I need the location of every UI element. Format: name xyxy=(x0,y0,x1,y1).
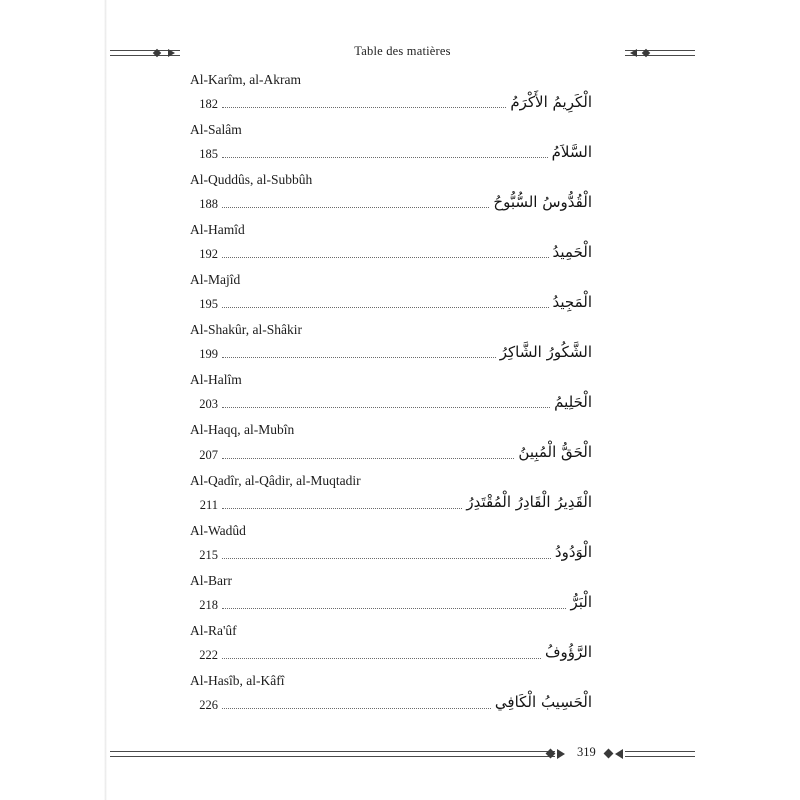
leader-dots xyxy=(222,457,514,459)
toc-entry-arabic: السَّلاَمُ xyxy=(551,142,592,161)
toc-entry-row xyxy=(190,191,610,214)
toc-entry-arabic: الْبَرُّ xyxy=(570,593,592,612)
toc-entry-title: Al-Shakûr, al-Shâkir xyxy=(190,322,302,338)
leader-dots xyxy=(222,707,491,709)
toc-entry-row xyxy=(190,241,610,264)
toc-page-number: 188 xyxy=(199,197,218,212)
toc-entry-title: Al-Hamîd xyxy=(190,222,245,238)
toc-entry-arabic: الْحَلِيمُ xyxy=(554,392,592,411)
toc-entry-row xyxy=(190,491,610,514)
leader-dots xyxy=(222,356,496,358)
leader-dots xyxy=(222,206,489,208)
leader-dots xyxy=(222,406,550,408)
toc-page-number: 222 xyxy=(199,647,218,662)
toc-entry-arabic: الْقَدِيرُ الْقَادِرُ الْمُقْتَدِرُ xyxy=(466,493,592,512)
toc-entry[interactable] xyxy=(190,270,610,313)
leader-dots xyxy=(222,557,551,559)
toc-entry-arabic: الْحَقُّ الْمُبِينُ xyxy=(518,443,592,461)
toc-entry-row xyxy=(190,441,610,464)
toc-entry[interactable] xyxy=(190,320,610,363)
toc-entry-row xyxy=(190,141,610,164)
toc-entry[interactable] xyxy=(190,170,610,213)
toc-page-number: 192 xyxy=(199,247,218,262)
toc-entry-arabic: الْمَجِيدُ xyxy=(552,292,592,311)
toc-entry-row xyxy=(190,641,610,664)
toc-page-number: 207 xyxy=(199,447,218,462)
triangle-left-icon xyxy=(615,749,623,759)
toc-entry[interactable] xyxy=(190,571,610,614)
toc-page-number: 195 xyxy=(199,297,218,312)
toc-page-number: 199 xyxy=(199,347,218,362)
leader-dots xyxy=(222,306,549,308)
toc-entry-title: Al-Halîm xyxy=(190,372,242,388)
header-ornament-right xyxy=(625,48,695,58)
toc-entry-arabic: الْقُدُّوسُ السُّبُّوحُ xyxy=(493,192,592,211)
toc-page-number: 185 xyxy=(199,147,218,162)
triangle-right-icon xyxy=(557,749,565,759)
toc-entry-title: Al-Majîd xyxy=(190,272,241,288)
book-spine-shadow xyxy=(104,0,107,800)
toc-entry-title: Al-Qadîr, al-Qâdir, al-Muqtadir xyxy=(190,472,361,488)
toc-page-number: 182 xyxy=(199,97,218,112)
toc-page-number: 203 xyxy=(199,397,218,412)
toc-entry[interactable] xyxy=(190,621,610,664)
toc-entry-arabic: الْحَمِيدُ xyxy=(552,242,592,261)
toc-entry-arabic: الْحَسِيبُ الْكَافِي xyxy=(494,693,592,712)
toc-entry-row xyxy=(190,691,610,714)
toc-entry[interactable] xyxy=(190,420,610,463)
toc-entry-title: Al-Karîm, al-Akram xyxy=(190,72,301,87)
toc-entry-title: Al-Hasîb, al-Kâfî xyxy=(190,672,285,688)
toc-entry-arabic: الشَّكُورُ الشَّاكِرُ xyxy=(499,342,592,361)
leader-dots xyxy=(222,657,541,659)
toc-entry-title: Al-Haqq, al-Mubîn xyxy=(190,422,295,438)
toc-entry-arabic: الْوَدُودُ xyxy=(554,543,592,562)
header-ornament-left xyxy=(110,48,180,58)
toc-page-number: 215 xyxy=(199,547,218,562)
toc-entry-title: Al-Salâm xyxy=(190,122,242,138)
toc-page-number: 226 xyxy=(199,697,218,712)
toc-entry-arabic: الْكَرِيمُ الأَكْرَمُ xyxy=(510,92,592,111)
toc-entry[interactable] xyxy=(190,471,610,514)
toc-entry-row xyxy=(190,391,610,414)
leader-dots xyxy=(222,256,549,258)
footer-ornament-left xyxy=(110,748,555,760)
leader-dots xyxy=(222,507,462,509)
toc-entry[interactable] xyxy=(190,370,610,413)
leader-dots xyxy=(222,607,566,609)
toc-entry[interactable] xyxy=(190,120,610,163)
triangle-left-icon xyxy=(630,49,637,57)
toc-entry-row xyxy=(190,541,610,564)
diamond-icon xyxy=(604,749,614,759)
leader-dots xyxy=(222,106,506,108)
toc-entry-arabic: الرَّؤُوفُ xyxy=(544,643,592,662)
toc-entry[interactable] xyxy=(190,70,610,113)
toc-entry-title: Al-Ra'ûf xyxy=(190,622,237,638)
toc-entry-row xyxy=(190,591,610,614)
toc-entry-title: Al-Barr xyxy=(190,572,232,588)
toc-entry-title: Al-Quddûs, al-Subbûh xyxy=(190,172,313,188)
page-header xyxy=(110,44,695,64)
toc-page-number: 211 xyxy=(199,497,218,512)
toc-entry-row xyxy=(190,91,610,114)
footer-ornament-right xyxy=(625,748,695,760)
table-of-contents xyxy=(190,70,610,721)
toc-entry[interactable] xyxy=(190,521,610,564)
leader-dots xyxy=(222,156,548,158)
toc-entry-row xyxy=(190,341,610,364)
toc-entry-row xyxy=(190,291,610,314)
footer-page-number: 319 xyxy=(577,745,596,759)
toc-entry-title: Al-Wadûd xyxy=(190,522,246,538)
toc-page-number: 218 xyxy=(199,597,218,612)
toc-entry[interactable] xyxy=(190,671,610,714)
page-footer xyxy=(110,745,695,763)
triangle-right-icon xyxy=(168,49,175,57)
toc-entry[interactable] xyxy=(190,220,610,263)
page-title: Table des matières xyxy=(354,44,451,58)
